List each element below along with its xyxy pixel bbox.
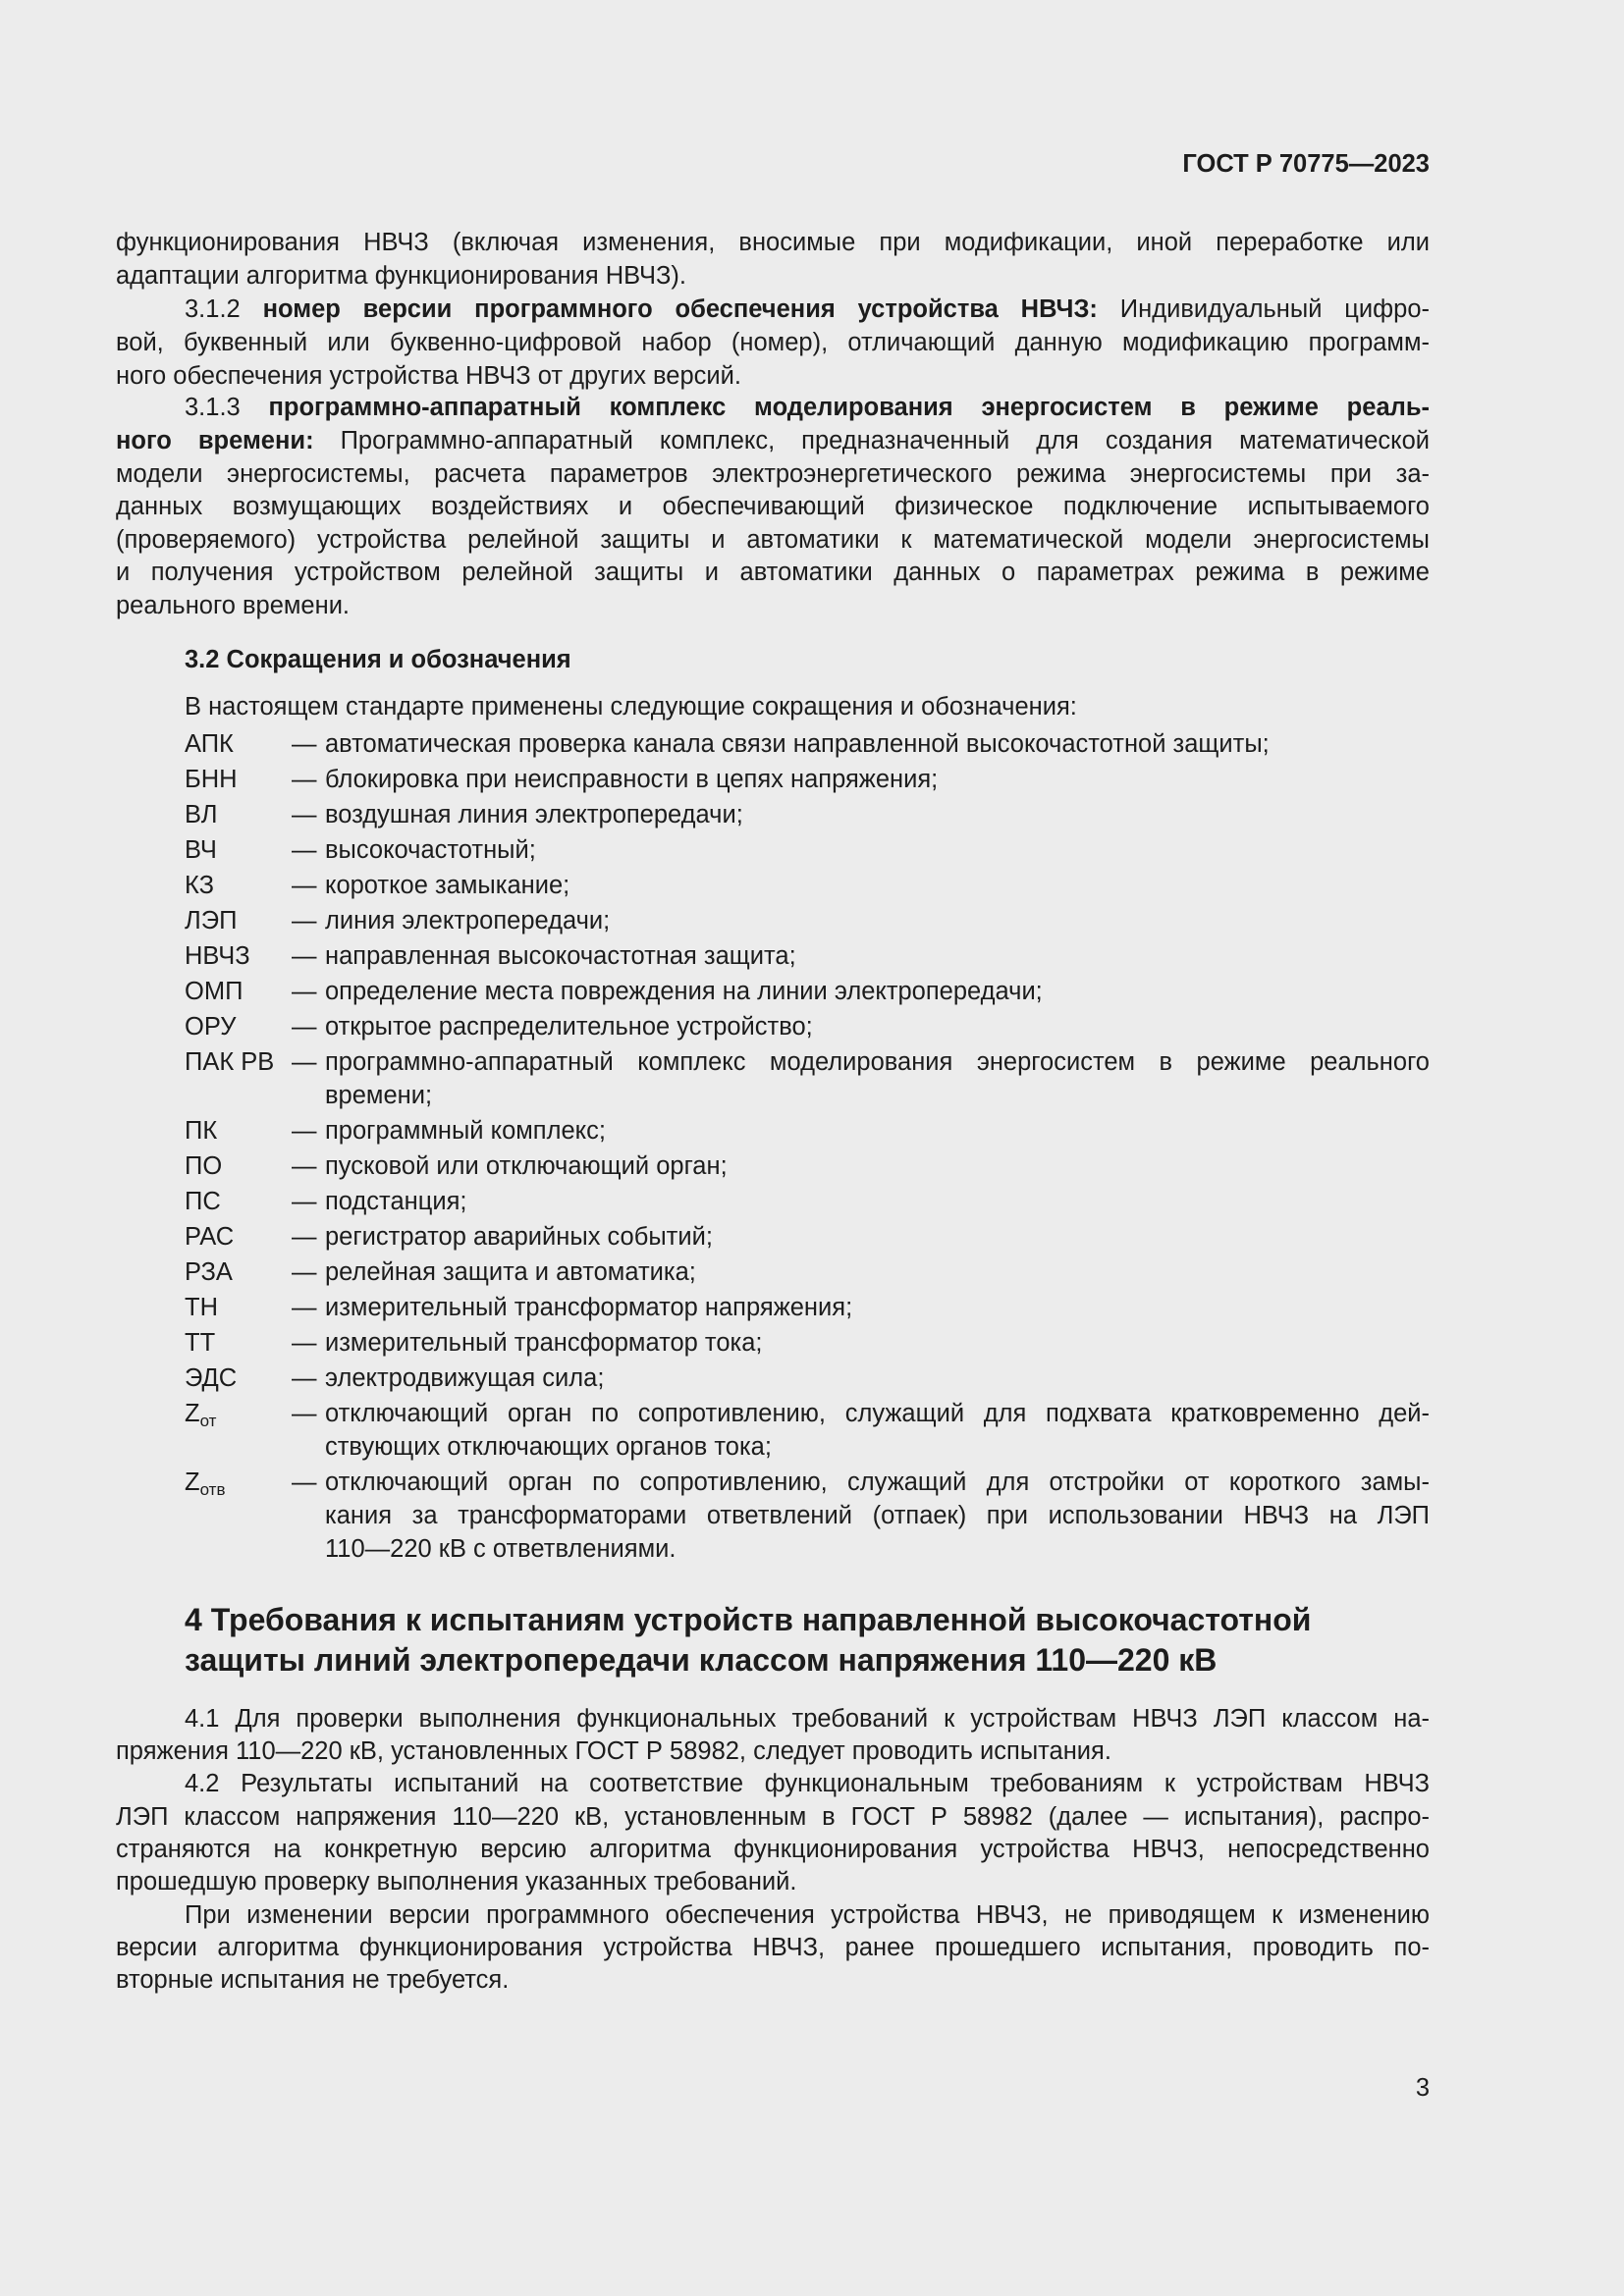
abbreviation-term xyxy=(185,1397,216,1430)
abbreviation-term: ЭДС xyxy=(185,1364,238,1392)
abbreviation-dash: — xyxy=(292,978,317,1005)
abbreviation-term: АПК xyxy=(185,730,234,758)
abbreviation-dash: — xyxy=(292,836,317,864)
abbreviation-term: РАС xyxy=(185,1223,235,1251)
document-header: ГОСТ Р 70775—2023 xyxy=(1182,150,1430,178)
abbreviation-definition: пусковой или отключающий орган; xyxy=(325,1152,728,1180)
text-line: модели энергосистемы, расчета параметров электроэнергетического режима энергосистемы при за- xyxy=(116,460,1430,488)
abbreviation-dash: — xyxy=(292,730,317,758)
text-line: При изменении версии программного обеспечения устройства НВЧЗ, не приводящем к изменению xyxy=(185,1901,1430,1929)
abbreviation-definition-cont: 110—220 кВ с ответвлениями. xyxy=(325,1535,677,1563)
abbreviation-term: ПС xyxy=(185,1188,221,1215)
abbreviation-definition: электродвижущая сила; xyxy=(325,1364,605,1392)
term-name: программно-аппаратный комплекс моделирования энергосистем в режиме реаль- xyxy=(268,394,1430,421)
text-fragment: Программно-аппаратный комплекс, предназначенный для создания математической xyxy=(340,427,1430,454)
term-name: номер версии программного обеспечения устройства НВЧЗ: xyxy=(262,295,1098,323)
abbreviation-term: ТН xyxy=(185,1294,218,1321)
abbreviation-term: ПК xyxy=(185,1117,218,1145)
abbreviation-definition: автоматическая проверка канала связи направленной высокочастотной защиты; xyxy=(325,730,1270,758)
abbreviation-term: ОМП xyxy=(185,978,244,1005)
abbreviation-dash: — xyxy=(292,1400,317,1427)
symbol-subscript: от xyxy=(199,1412,217,1430)
text-line: пряжения 110—220 кВ, установленных ГОСТ Р 58982, следует проводить испытания. xyxy=(116,1737,1111,1765)
text-fragment: Индивидуальный цифро- xyxy=(1119,295,1430,323)
abbreviation-definition: измерительный трансформатор тока; xyxy=(325,1329,763,1357)
abbreviation-definition-cont: времени; xyxy=(325,1082,433,1109)
term-number: 3.1.3 xyxy=(185,394,241,421)
abbreviation-definition: направленная высокочастотная защита; xyxy=(325,942,796,970)
term-first-line xyxy=(185,391,1430,424)
abbreviation-term: КЗ xyxy=(185,872,214,899)
abbreviation-definition: блокировка при неисправности в цепях напряжения; xyxy=(325,766,939,793)
abbreviation-definition: подстанция; xyxy=(325,1188,467,1215)
abbreviation-term: ЛЭП xyxy=(185,907,238,934)
abbreviation-dash: — xyxy=(292,907,317,934)
abbreviation-dash: — xyxy=(292,872,317,899)
text-line: (проверяемого) устройства релейной защиты и автоматики к математической модели энергосистемы xyxy=(116,526,1430,554)
abbreviation-dash: — xyxy=(292,1294,317,1321)
abbreviation-dash: — xyxy=(292,1048,317,1076)
text-line: вой, буквенный или буквенно-цифровой набор (номер), отличающий данную модификацию программ- xyxy=(116,329,1430,356)
abbreviation-dash: — xyxy=(292,1152,317,1180)
text-line: ЛЭП классом напряжения 110—220 кВ, установленным в ГОСТ Р 58982 (далее — испытания), распро- xyxy=(116,1803,1430,1831)
abbreviation-dash: — xyxy=(292,942,317,970)
abbreviation-dash: — xyxy=(292,766,317,793)
symbol-letter: Z xyxy=(185,1468,200,1496)
abbreviation-term: БНН xyxy=(185,766,238,793)
symbol-subscript: отв xyxy=(199,1480,226,1499)
symbol-letter: Z xyxy=(185,1400,200,1427)
abbreviation-definition: короткое замыкание; xyxy=(325,872,570,899)
term-second-line xyxy=(116,424,1430,457)
text-line: данных возмущающих воздействиях и обеспечивающий физическое подключение испытываемого xyxy=(116,493,1430,520)
abbreviation-dash: — xyxy=(292,1364,317,1392)
section-title-line: защиты линий электропередачи классом напряжения 110—220 кВ xyxy=(185,1642,1218,1678)
abbreviation-definition: определение места повреждения на линии электропередачи; xyxy=(325,978,1043,1005)
text-line: прошедшую проверку выполнения указанных требований. xyxy=(116,1868,797,1896)
abbreviation-definition: линия электропередачи; xyxy=(325,907,611,934)
term-number: 3.1.2 xyxy=(185,295,241,323)
text-line: страняются на конкретную версию алгоритма функционирования устройства НВЧЗ, непосредственно xyxy=(116,1836,1430,1863)
abbreviation-dash: — xyxy=(292,1188,317,1215)
abbreviation-dash: — xyxy=(292,1258,317,1286)
abbreviation-dash: — xyxy=(292,1329,317,1357)
text-line: и получения устройством релейной защиты и автоматики данных о параметрах режима в режиме xyxy=(116,559,1430,586)
section-3-2-heading: 3.2 Сокращения и обозначения xyxy=(185,646,571,673)
abbreviation-term: ОРУ xyxy=(185,1013,237,1041)
abbreviation-definition: воздушная линия электропередачи; xyxy=(325,801,743,828)
abbreviation-term: ТТ xyxy=(185,1329,216,1357)
abbreviation-definition: программно-аппаратный комплекс моделирования энергосистем в режиме реального xyxy=(325,1048,1430,1076)
term-first-line xyxy=(185,293,1430,326)
abbreviation-dash: — xyxy=(292,1468,317,1496)
section-title-line: 4 Требования к испытаниям устройств направленной высокочастотной xyxy=(185,1602,1312,1637)
abbreviation-definition: отключающий орган по сопротивлению, служащий для отстройки от короткого замы- xyxy=(325,1468,1430,1496)
text-line: ного обеспечения устройства НВЧЗ от других версий. xyxy=(116,362,741,390)
abbreviation-term: РЗА xyxy=(185,1258,233,1286)
abbreviation-definition: высокочастотный; xyxy=(325,836,536,864)
text-line: версии алгоритма функционирования устройства НВЧЗ, ранее прошедшего испытания, проводить по- xyxy=(116,1934,1430,1961)
abbreviation-definition: релейная защита и автоматика; xyxy=(325,1258,696,1286)
abbreviation-definition-cont: кания за трансформаторами ответвлений (отпаек) при использовании НВЧЗ на ЛЭП xyxy=(325,1502,1430,1529)
abbreviation-term: ПАК РВ xyxy=(185,1048,275,1076)
abbreviation-dash: — xyxy=(292,1117,317,1145)
text-line: реального времени. xyxy=(116,592,351,619)
text-line: 4.1 Для проверки выполнения функциональных требований к устройствам НВЧЗ ЛЭП классом на- xyxy=(185,1705,1430,1733)
abbreviation-term: ПО xyxy=(185,1152,223,1180)
abbreviation-definition: открытое распределительное устройство; xyxy=(325,1013,813,1041)
abbreviation-definition: регистратор аварийных событий; xyxy=(325,1223,713,1251)
abbreviation-dash: — xyxy=(292,1223,317,1251)
abbreviation-term: ВЧ xyxy=(185,836,217,864)
term-name-cont: ного времени: xyxy=(116,427,314,454)
abbreviation-definition: программный комплекс; xyxy=(325,1117,606,1145)
abbreviations-intro: В настоящем стандарте применены следующие сокращения и обозначения: xyxy=(185,693,1077,721)
abbreviation-dash: — xyxy=(292,801,317,828)
abbreviation-dash: — xyxy=(292,1013,317,1041)
abbreviation-definition: отключающий орган по сопротивлению, служащий для подхвата кратковременно дей- xyxy=(325,1400,1430,1427)
abbreviation-term: ВЛ xyxy=(185,801,218,828)
text-line: 4.2 Результаты испытаний на соответствие функциональным требованиям к устройствам НВЧЗ xyxy=(185,1770,1430,1797)
abbreviation-term: НВЧЗ xyxy=(185,942,250,970)
text-line: адаптации алгоритма функционирования НВЧЗ). xyxy=(116,262,687,290)
page-number: 3 xyxy=(1415,2074,1430,2102)
text-line: вторные испытания не требуется. xyxy=(116,1966,510,1994)
abbreviation-definition: измерительный трансформатор напряжения; xyxy=(325,1294,853,1321)
text-line: функционирования НВЧЗ (включая изменения, вносимые при модификации, иной переработке или xyxy=(116,229,1430,256)
abbreviation-term xyxy=(185,1466,225,1499)
abbreviation-definition-cont: ствующих отключающих органов тока; xyxy=(325,1433,772,1461)
